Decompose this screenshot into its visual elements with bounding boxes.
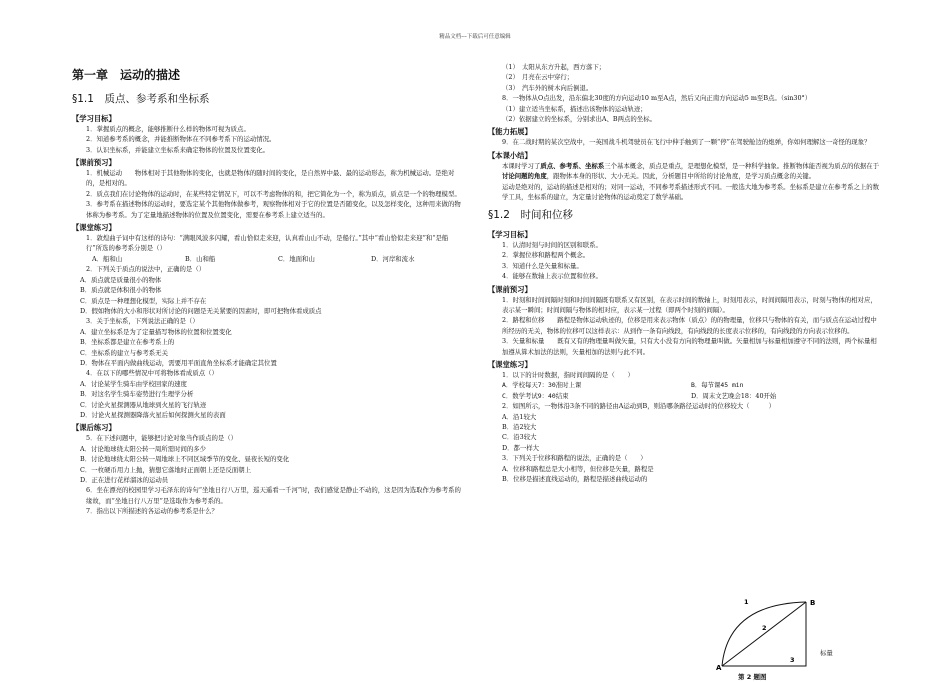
question-4: 4．在以下的哪些情况中可将物体看成质点（） [86,369,218,378]
question-1-options-row [488,380,880,390]
option: D．都一样大 [502,443,540,452]
path-2-label: 2 [762,624,767,632]
option: D．正在进行花样溜冰的运动员 [80,476,169,484]
section-title: §1.1 质点、参考系和坐标系 [72,93,210,106]
q7-item: （2） 月亮在云中穿行； [502,73,574,82]
summary-text: 本课时学习了 [502,161,541,170]
option: C．沿3较大 [502,433,537,442]
option: D．河岸和流水 [371,254,415,263]
ability-heading: 【能力拓展】 [488,127,532,137]
option: C．一枚硬币用力上抛，猜想它落地时正面朝上还是反面朝上 [80,465,252,474]
summary-heading: 【本课小结】 [488,150,532,160]
question-1-options-row [488,391,880,401]
option: B．每节课45 min [691,381,744,390]
summary-bold: 质点、参考系、坐标系 [540,161,605,170]
goal-item: 1．认清时刻与时间的区别和联系。 [502,240,602,249]
q7-item: （1） 太阳从东方升起，西方落下； [502,63,606,71]
question-1-options [72,254,464,264]
option: A．讨论某学生骑车由学校回家的速度 [80,379,187,388]
option: A．船和山 [92,254,123,263]
option: A．沿1较大 [502,412,537,421]
path-figure [714,596,824,678]
option: B．位移是描述直线运动的，路程是描述曲线运动的 [502,475,648,483]
path-1-label: 1 [744,598,749,606]
option: C．坐标系的建立与参考系无关 [80,348,168,357]
preview-heading: 【课前预习】 [72,158,116,168]
goal-item: 3．知道什么是矢量和标量。 [502,261,583,270]
preview-paragraph: 2．质点我们在讨论物体的运动时，在某些特定情况下，可以不考虑物体的和，把它简化为一个，称为质点，质点是一个的物理模型。 [86,189,461,198]
option: A．讨论地球绕太阳公转一周所需时间的多少 [80,444,207,453]
summary-text: 三个基本概念，质点是重点，是理想化模型，是一种科学抽象。推断物体能否视为质点的依据在于 [604,161,880,170]
class-practice-heading: 【课堂练习】 [488,359,532,369]
preview-heading: 【课前预习】 [488,284,532,294]
summary-text: ，跟物体本身的形状、大小无关。因此，分析题目中所给的讨论角度，是学习质点概念的关键。 [546,172,816,181]
option: B．山和船 [185,254,216,263]
question-1: 1．以下的计时数据，指时间间隔的是（ ） [502,370,634,379]
point-a-label: A [716,664,722,672]
q8-sub: （1）建立适当坐标系，描述出该物体的运动轨迹； [502,104,647,113]
preview-paragraph: 2．路程和位移 路程是物体运动轨迹的，位移是用来表示物体（质点）的的物理量，位移只与物体的有关，而与质点在运动过程中所经历的无关，物体的位移可以这样表示：从到作一条有向线段，有向线段的长度表示位移的，有向线段的方向表示位移的。 [502,316,877,335]
goal-item: 3．认识坐标系，并能建立坐标系来确定物体的位置及位置变化。 [86,145,270,154]
goals-heading: 【学习目标】 [72,113,116,123]
goal-item: 1．掌握质点的概念，能够推断什么样的物体可视为质点。 [86,124,250,133]
option: D．讨论火星探测器降落火星后如何探测火星的表面 [80,410,226,419]
option: C．数学考试9：40结束 [502,391,569,400]
q7-item: （3） 汽车外的树木向后倒退。 [502,83,593,92]
summary-paragraph [488,161,880,182]
option: A．建立坐标系是为了定量描写物体的位置和位置变化 [80,327,232,336]
q8-sub: （2）依据建立的坐标系，分别求出A、B两点的坐标。 [502,115,656,124]
preview-paragraph: 3．矢量和标量 既有又有的物理量叫做矢量，只有大小没有方向的物理量叫做。矢量相加与标量相加遵守不同的法则，两个标量相加遵从算术加法的法则，矢量相加的法则与此不同。 [502,337,877,356]
option: C．质点是一种理想化模型，实际上并不存在 [80,296,207,305]
left-column [72,66,464,517]
option: A．质点就是质量很小的物体 [80,275,162,284]
goals-heading: 【学习目标】 [488,229,532,239]
summary-bold: 讨论问题的角度 [502,172,547,181]
question-7: 7．指出以下所描述的各运动的参考系是什么？ [86,507,218,516]
chapter-title: 第一章 运动的描述 [72,68,181,82]
question-9: 9．在二战时期的某次空战中，一英国战斗机驾驶员在飞行中伸手触到了一颗“停”在驾驶舱边的炮弹，你如何理解这一奇怪的现象？ [502,138,871,147]
preview-paragraph: 1．时刻和时间间隔时刻和时间间隔既有联系又有区别，在表示时间的数轴上，时刻用表示，时间间隔用表示，时刻与物体的相对应，表示某一瞬间；时间间隔与物体的相对应，表示某一过程（即两个时刻的间隔）。 [502,295,877,314]
q3-option-tail: 标量 [820,649,833,657]
figure-caption: 第 2 题图 [738,673,767,681]
option: D．假如物体的大小和形状对所讨论的问题是无关紧要的因素时，即可把物体看成质点 [80,306,322,315]
question-2: 2．下列关于质点的说法中，正确的是（） [86,265,206,274]
question-1: 1．敦煌曲子词中有这样的诗句：“满眼风波多闪耀，看山恰似走来迎，认真看山山不动，是船行。”其中“看山恰似走来迎”和“是船行”所选的参考系分别是（） [86,234,449,253]
option: C．地面和山 [278,254,315,263]
option: B．质点就是体积很小的物体 [80,286,162,295]
option: A．位移和路程总是大小相等，但位移是矢量，路程是 [502,464,654,473]
option: B．坐标系都是建立在参考系上的 [80,338,175,347]
option: D．物体在平面内做曲线运动，需要用平面直角坐标系才能确定其位置 [80,358,277,367]
option: B．讨论地球绕太阳公转一周地球上不同区域季节的变化、昼夜长短的变化 [80,455,290,464]
goal-item: 4．能够在数轴上表示位置和位移。 [502,272,602,281]
option: B．沿2较大 [502,422,537,431]
option: C．讨论火星探测器从地球到火星的飞行轨迹 [80,400,207,409]
question-6: 6．坐在漂亮的校园里学习毛泽东的诗句“坐地日行八万里，巡天遥看一千河”时，我们感觉是静止不动的，这是因为选取作为参考系的缘故，而“坐地日行八万里”是选取作为参考系的。 [86,486,461,505]
class-practice-heading: 【课堂练习】 [72,223,116,233]
option: D．周末文艺晚会18：40开始 [691,391,777,400]
question-3: 3．下列关于位移和路程的说法，正确的是（ ） [502,454,647,463]
section-2-title: §1.2 时间和位移 [488,209,573,222]
goal-item: 2．知道参考系的概念，并能推断物体在不同参考系下的运动情况。 [86,135,276,144]
option: B．对这名学生骑车姿势进行生理学分析 [80,390,194,399]
question-2: 2．如图所示，一物体沿3条不同的路径由A运动到B，则沿哪条路径运动时的位移较大（ ） [502,402,776,411]
preview-paragraph: 1．机械运动 物体相对于其他物体的变化，也就是物体的随时间的变化，是自然界中最、最的运动形态，称为机械运动。是绝对的，是相对的。 [86,169,455,188]
summary-paragraph: 运动是绝对的，运动的描述是相对的；对同一运动，不同参考系描述形式不同。一般选大地为参考系。坐标系是建立在参考系之上的数学工具，坐标系的建立，为定量讨论物体的运动奠定了数学基础。 [502,182,880,202]
goal-item: 2．掌握位移和路程两个概念。 [502,251,590,260]
question-5: 5．在下述问题中，能够把讨论对象当作质点的是（） [86,434,238,443]
option: A．学校每天7：30准时上课 [502,381,582,390]
question-8: 8．一物体从O点出发，沿东偏北30度的方向运动10 m至A点，然后又向正南方向运动5 m至B点。（sin30°） [502,94,812,103]
page-header: 精品文档---下载后可任意编辑 [439,34,511,40]
path-diagram [714,596,824,672]
point-b-label: B [810,599,816,607]
right-column [488,62,880,681]
preview-paragraph: 3．参考系在描述物体的运动时，要选定某个其他物体做参考，观察物体相对于它的位置是否随变化，以及怎样变化，这种用来做的物体称为参考系。为了定量地描述物体的位置及位置变化，需要在参考系上建立适当的。 [86,200,461,219]
path-3-label: 3 [790,656,795,664]
after-class-heading: 【课后练习】 [72,423,116,433]
question-3: 3．关于坐标系，下列说法正确的是（） [86,317,199,326]
